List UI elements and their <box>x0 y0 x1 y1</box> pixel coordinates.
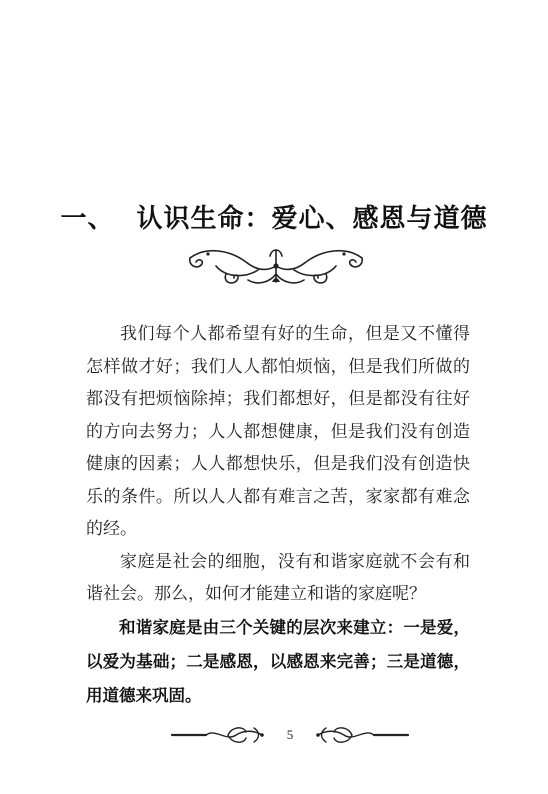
paragraph-1: 我们每个人都希望有好的生命，但是又不懂得怎样做才好；我们人人都怕烦恼，但是我们所做的都没有把烦恼除掉；我们都想好，但是都没有往好的方向去努力；人人都想健康，但是我们没有创造健康的因素；人人都想快乐，但是我们没有创造快乐的条件。所以人人都有难言之苦，家家都有难念的经。 <box>86 324 470 539</box>
chapter-number: 一、 <box>60 204 115 234</box>
emphasis-paragraph: 和谐家庭是由三个关键的层次来建立：一是爱，以爱为基础；二是感恩，以感恩来完善；三是道德，用道德来巩固。 <box>86 617 470 705</box>
chapter-title <box>0 198 548 235</box>
chapter-heading: 认识生命：爱心、感恩与道德 <box>136 204 488 234</box>
body-text <box>86 318 470 713</box>
paragraph-2: 家庭是社会的细胞，没有和谐家庭就不会有和谐社会。那么，如何才能建立和谐的家庭呢？ <box>86 551 470 604</box>
flourish-ornament-icon <box>186 244 366 288</box>
page-number: 5 <box>286 727 294 742</box>
